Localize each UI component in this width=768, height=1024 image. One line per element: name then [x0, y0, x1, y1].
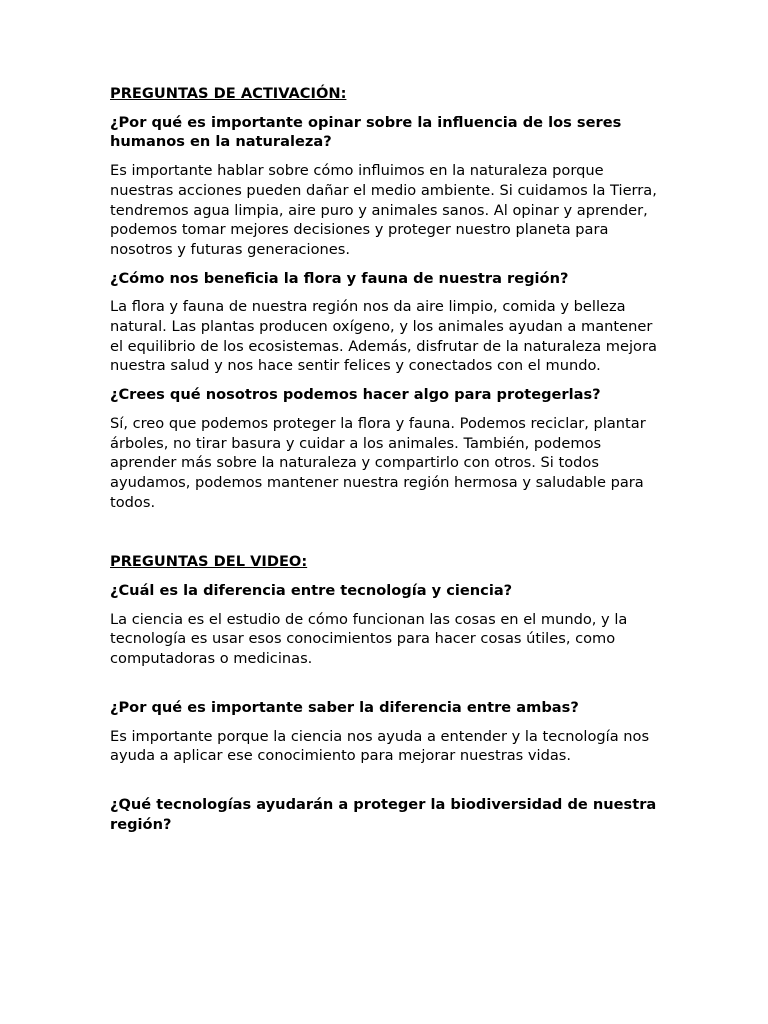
- paragraph-spacer: [110, 678, 662, 698]
- paragraph-spacer: [110, 775, 662, 795]
- activation-answer-2: La flora y fauna de nuestra región nos da aire limpio, comida y belleza natural. Las plantas producen oxígeno, y los animales ayudan a mantener el equilibrio de los ecosistemas. Además, disfrutar de la naturaleza mejora nuestra salud y nos hace sentir felices y conectados con el mundo.: [110, 298, 657, 375]
- activation-heading: PREGUNTAS DE ACTIVACIÓN:: [110, 85, 347, 102]
- activation-question-2: ¿Cómo nos beneficia la flora y fauna de nuestra región?: [110, 269, 569, 287]
- video-question-2: ¿Por qué es importante saber la diferencia entre ambas?: [110, 698, 579, 716]
- activation-question-3: ¿Crees qué nosotros podemos hacer algo para protegerlas?: [110, 386, 601, 404]
- video-answer-1: La ciencia es el estudio de cómo funcionan las cosas en el mundo, y la tecnología es usar esos conocimientos para hacer cosas útiles, como computadoras o medicinas.: [110, 610, 628, 668]
- activation-answer-3: Sí, creo que podemos proteger la flora y fauna. Podemos reciclar, plantar árboles, no tirar basura y cuidar a los animales. También, podemos aprender más sobre la naturaleza y compartirlo con otros. Si todos ayudamos, podemos mantener nuestra región hermosa y saludable para todos.: [110, 414, 646, 511]
- video-heading: PREGUNTAS DEL VIDEO:: [110, 553, 308, 571]
- section-spacer: [110, 521, 662, 552]
- activation-question-1: ¿Por qué es importante opinar sobre la influencia de los seres humanos en la naturaleza?: [110, 113, 622, 151]
- video-question-3: ¿Qué tecnologías ayudarán a proteger la biodiversidad de nuestra región?: [110, 795, 657, 833]
- document-content: [110, 84, 662, 843]
- video-question-1: ¿Cuál es la diferencia entre tecnología y ciencia?: [110, 582, 513, 600]
- activation-answer-1: Es importante hablar sobre cómo influimos en la naturaleza porque nuestras acciones pueden dañar el medio ambiente. Si cuidamos la Tierra, tendremos agua limpia, aire puro y animales sanos. Al opinar y aprender, podemos tomar mejores decisiones y proteger nuestro planeta para nosotros y futuras generaciones.: [110, 162, 657, 258]
- video-answer-2: Es importante porque la ciencia nos ayuda a entender y la tecnología nos ayuda a aplicar ese conocimiento para mejorar nuestras vidas.: [110, 727, 650, 765]
